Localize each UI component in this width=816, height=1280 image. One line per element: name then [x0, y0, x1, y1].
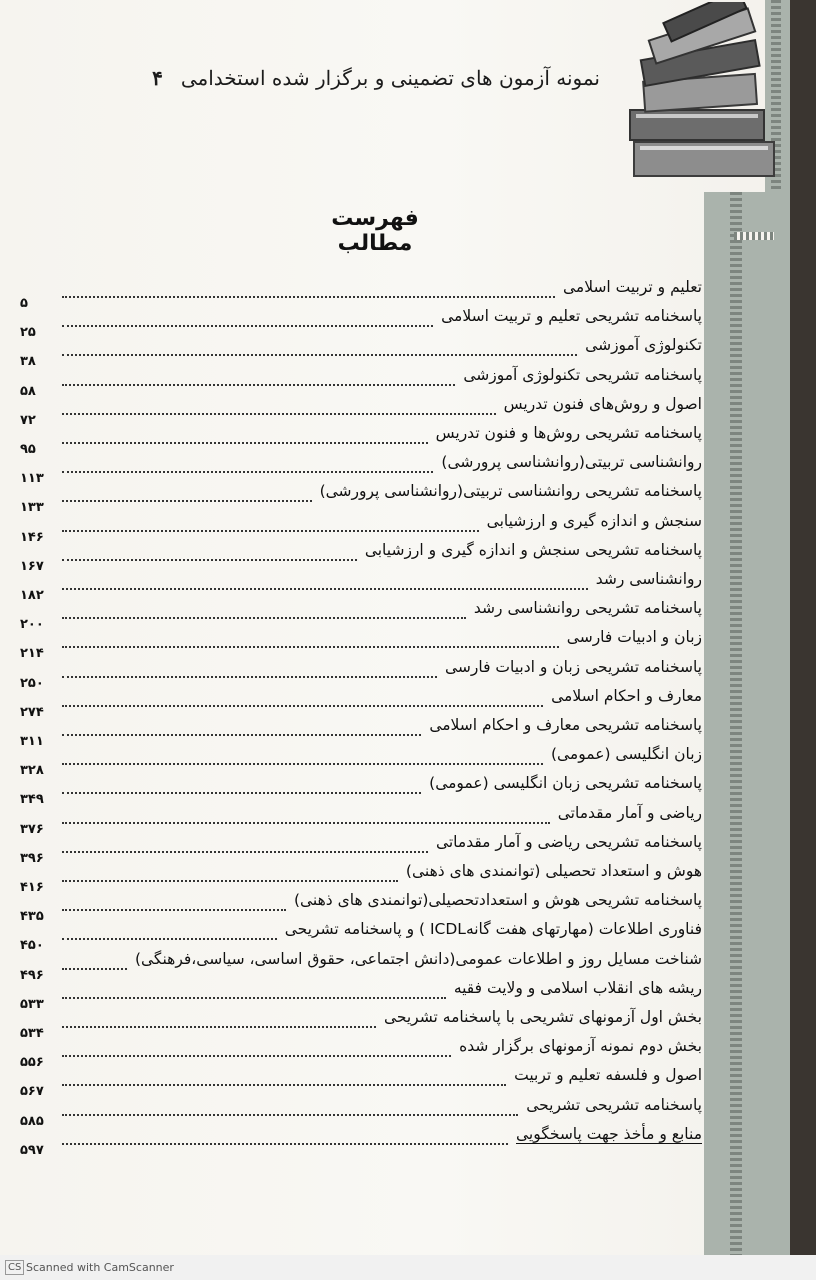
toc-leader-dots: [62, 471, 433, 473]
toc-entry[interactable]: [20, 512, 702, 545]
toc-entry-page: ۲۵۰: [20, 676, 44, 691]
toc-entry-title: بخش اول آزمونهای تشریحی با پاسخنامه تشریحی: [383, 1008, 702, 1026]
toc-entry[interactable]: [20, 862, 702, 895]
toc-heading: فهرست مطالب: [331, 206, 419, 256]
toc-entry-page: ۵۵۶: [20, 1055, 44, 1070]
toc-entry[interactable]: [20, 979, 702, 1012]
toc-entry-page: ۵۶۷: [20, 1084, 44, 1099]
toc-entry-page: ۳۴۹: [20, 792, 44, 807]
toc-entry-page: ۹۵: [20, 442, 36, 457]
toc-entry-page: ۵: [20, 296, 28, 311]
toc-entry[interactable]: [20, 804, 702, 837]
toc-leader-dots: [62, 384, 455, 386]
toc-entry-title: شناخت مسایل روز و اطلاعات عمومی(دانش اجتماعی، حقوق اساسی، سیاسی،فرهنگی): [134, 950, 702, 968]
toc-leader-dots: [62, 851, 428, 853]
toc-entry-title: پاسخنامه تشریحی معارف و احکام اسلامی: [429, 716, 702, 734]
decorative-border-hook: [734, 232, 774, 240]
toc-entry-page: ۳۸: [20, 354, 36, 369]
toc-entry-title: فناوری اطلاعات (مهارتهای هفت گانهICDL ) و پاسخنامه تشریحی: [284, 920, 702, 938]
running-header: [152, 66, 600, 90]
toc-entry-page: ۱۳۳: [20, 500, 44, 515]
toc-entry-title: اصول و روش‌های فنون تدریس: [503, 395, 702, 413]
toc-entry-title: ریشه های انقلاب اسلامی و ولایت فقیه: [453, 979, 702, 997]
toc-entry[interactable]: [20, 453, 702, 486]
toc-entry-title: پاسخنامه تشریحی روانشناسی رشد: [473, 599, 702, 617]
toc-entry[interactable]: [20, 599, 702, 632]
toc-entry-title: بخش دوم نمونه آزمونهای برگزار شده: [459, 1037, 702, 1055]
header-title: نمونه آزمون های تضمینی و برگزار شده استخدامی: [180, 66, 600, 90]
toc-entry-page: ۵۸۵: [20, 1114, 44, 1129]
toc-entry-title: منابع و مأخذ جهت پاسخگویی: [516, 1125, 702, 1143]
toc-entry[interactable]: [20, 745, 702, 778]
camscanner-badge: CS: [5, 1260, 24, 1275]
toc-leader-dots: [62, 1143, 508, 1145]
toc-leader-dots: [62, 413, 496, 415]
toc-entry-page: ۳۷۶: [20, 822, 44, 837]
toc-leader-dots: [62, 734, 421, 736]
toc-entry-page: ۱۶۷: [20, 559, 44, 574]
toc-leader-dots: [62, 1026, 376, 1028]
toc-entry-page: ۲۵: [20, 325, 36, 340]
toc-leader-dots: [62, 880, 398, 882]
toc-entry-title: پاسخنامه تشریحی ریاضی و آمار مقدماتی: [435, 833, 702, 851]
toc-entry-title: پاسخنامه تشریحی زبان انگلیسی (عمومی): [429, 774, 702, 792]
toc-entry-page: ۴۱۶: [20, 880, 44, 895]
toc-leader-dots: [62, 325, 433, 327]
toc-leader-dots: [62, 997, 446, 999]
toc-leader-dots: [62, 938, 277, 940]
toc-leader-dots: [62, 705, 543, 707]
toc-entry[interactable]: [20, 307, 702, 340]
toc-leader-dots: [62, 822, 550, 824]
toc-entry-title: روانشناسی تربیتی(روانشناسی پرورشی): [441, 453, 702, 471]
toc-leader-dots: [62, 968, 127, 970]
toc-entry[interactable]: [20, 774, 702, 807]
toc-leader-dots: [62, 530, 479, 532]
toc-entry-page: ۲۱۴: [20, 646, 44, 661]
toc-entry[interactable]: [20, 278, 702, 311]
toc-entry[interactable]: [20, 891, 702, 924]
camscanner-label: Scanned with CamScanner: [26, 1261, 174, 1274]
toc-entry-title: تکنولوژی آموزشی: [585, 336, 702, 354]
toc-leader-dots: [62, 500, 312, 502]
toc-entry[interactable]: [20, 1125, 702, 1158]
toc-entry-title: پاسخنامه تشریحی روش‌ها و فنون تدریس: [435, 424, 702, 442]
toc-entry-page: ۳۲۸: [20, 763, 44, 778]
toc-entry[interactable]: [20, 716, 702, 749]
toc-leader-dots: [62, 442, 428, 444]
toc-entry-title: هوش و استعداد تحصیلی (توانمندی های ذهنی): [405, 862, 702, 880]
toc-entry-title: پاسخنامه تشریحی هوش و استعدادتحصیلی(توانمندی های ذهنی): [293, 891, 702, 909]
toc-leader-dots: [62, 354, 577, 356]
toc-entry[interactable]: [20, 541, 702, 574]
toc-entry-page: ۴۹۶: [20, 968, 44, 983]
toc-leader-dots: [62, 617, 466, 619]
toc-entry[interactable]: [20, 687, 702, 720]
toc-entry[interactable]: [20, 482, 702, 515]
toc-leader-dots: [62, 763, 543, 765]
toc-leader-dots: [62, 588, 588, 590]
toc-entry-page: ۴۳۵: [20, 909, 44, 924]
toc-entry-title: پاسخنامه تشریحی روانشناسی تربیتی(روانشناسی پرورشی): [319, 482, 702, 500]
toc-entry-page: ۲۷۴: [20, 705, 44, 720]
toc-entry-title: پاسخنامه تشریحی زبان و ادبیات فارسی: [444, 658, 702, 676]
toc-leader-dots: [62, 1114, 518, 1116]
toc-entry-page: ۲۰۰: [20, 617, 44, 632]
toc-leader-dots: [62, 909, 286, 911]
toc-entry-title: زبان انگلیسی (عمومی): [550, 745, 702, 763]
decorative-border-side: [704, 192, 790, 1255]
toc-entry-title: سنجش و اندازه گیری و ارزشیابی: [486, 512, 702, 530]
toc-entry-title: پاسخنامه تشریحی سنجش و اندازه گیری و ارزشیابی: [364, 541, 702, 559]
toc-entry-page: ۳۱۱: [20, 734, 44, 749]
toc-entry-title: روانشناسی رشد: [595, 570, 702, 588]
toc-entry-page: ۳۹۶: [20, 851, 44, 866]
toc-entry[interactable]: [20, 658, 702, 691]
toc-entry-title: تعلیم و تربیت اسلامی: [562, 278, 702, 296]
toc-entry[interactable]: [20, 1008, 702, 1041]
toc-entry[interactable]: [20, 833, 702, 866]
toc-entry[interactable]: [20, 424, 702, 457]
toc-leader-dots: [62, 1084, 506, 1086]
toc-entry-page: ۴۵۰: [20, 938, 44, 953]
toc-entry[interactable]: [20, 1066, 702, 1099]
toc-leader-dots: [62, 296, 555, 298]
book-stack-illustration: [628, 2, 776, 182]
toc-entry[interactable]: [20, 366, 702, 399]
toc-entry-page: ۱۴۶: [20, 530, 44, 545]
toc-entry[interactable]: [20, 570, 702, 603]
toc-entry[interactable]: [20, 1037, 702, 1070]
toc-entry-title: معارف و احکام اسلامی: [551, 687, 702, 705]
toc-leader-dots: [62, 559, 357, 561]
toc-entry[interactable]: [20, 1096, 702, 1129]
toc-leader-dots: [62, 792, 421, 794]
toc-entry[interactable]: [20, 395, 702, 428]
toc-entry-title: اصول و فلسفه تعلیم و تربیت: [514, 1066, 702, 1084]
toc-entry-page: ۷۲: [20, 413, 36, 428]
toc-entry-page: ۵۳۳: [20, 997, 44, 1012]
toc-entry-title: زبان و ادبیات فارسی: [566, 628, 702, 646]
toc-entry-page: ۵۸: [20, 384, 36, 399]
toc-entry[interactable]: [20, 628, 702, 661]
header-page-number: ۴: [152, 66, 163, 90]
toc-entry[interactable]: [20, 336, 702, 369]
toc-entry-page: ۵۹۷: [20, 1143, 44, 1158]
toc-entry-page: ۱۱۳: [20, 471, 44, 486]
toc-entry-title: پاسخنامه تشریحی تعلیم و تربیت اسلامی: [441, 307, 702, 325]
toc-entry-page: ۵۳۴: [20, 1026, 44, 1041]
toc-entry[interactable]: [20, 950, 702, 983]
toc-entry-page: ۱۸۲: [20, 588, 44, 603]
toc-entry-title: پاسخنامه تشریحی تکنولوژی آموزشی: [463, 366, 702, 384]
toc-leader-dots: [62, 676, 437, 678]
toc-entry-title: پاسخنامه تشریحی تشریحی: [526, 1096, 702, 1114]
toc-entry-title: ریاضی و آمار مقدماتی: [557, 804, 702, 822]
toc-leader-dots: [62, 646, 559, 648]
toc-entry[interactable]: [20, 920, 702, 953]
scanner-watermark-bar: [0, 1255, 816, 1280]
toc-leader-dots: [62, 1055, 451, 1057]
